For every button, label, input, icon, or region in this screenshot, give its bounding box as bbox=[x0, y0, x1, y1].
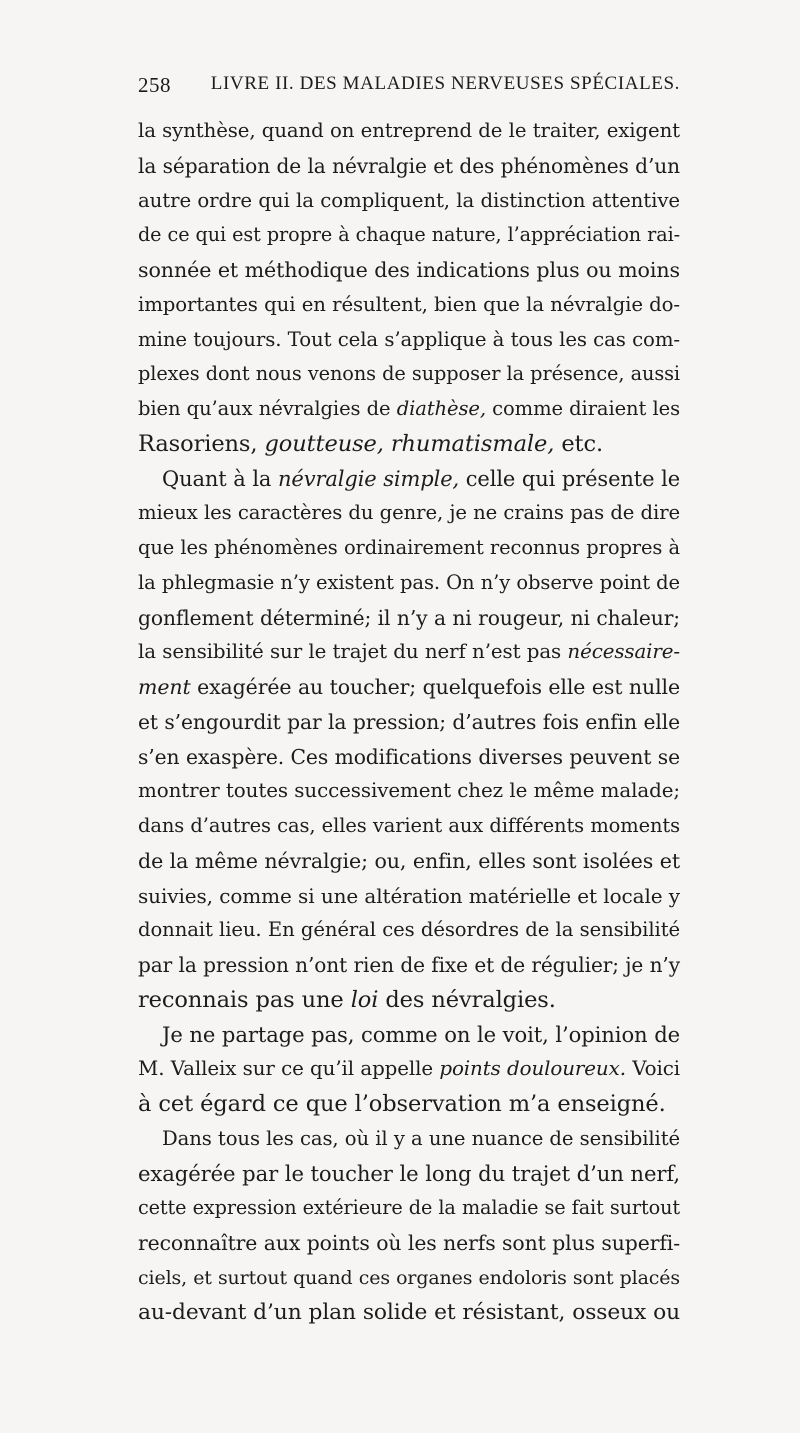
text-segment: bien qu’aux névralgies de bbox=[138, 397, 397, 420]
text-line bbox=[138, 1018, 680, 1053]
text-segment: la séparation de la névralgie et des phénomènes d’un bbox=[138, 153, 680, 178]
text-segment: de la même névralgie; ou, enfin, elles sont isolées et bbox=[138, 848, 680, 873]
text-segment: Quant à la bbox=[162, 466, 278, 491]
text-segment: la synthèse, quand on entreprend de le traiter, exigent bbox=[138, 119, 680, 142]
text-line bbox=[138, 1122, 680, 1157]
text-segment: cette expression extérieure de la maladie se fait surtout bbox=[138, 1196, 680, 1220]
italic-text: nécessaire- bbox=[567, 640, 680, 664]
text-segment: exagérée par le toucher le long du trajet d’un nerf, bbox=[138, 1160, 680, 1186]
text-line bbox=[138, 1052, 680, 1087]
text-segment: suivies, comme si une altération matérielle et locale y bbox=[138, 883, 680, 908]
text-line bbox=[138, 149, 680, 184]
text-segment: et s’engourdit par la pression; d’autres fois enfin elle bbox=[138, 709, 680, 734]
text-segment: la sensibilité sur le trajet du nerf n’est pas bbox=[138, 640, 568, 664]
text-line bbox=[138, 879, 680, 914]
text-line bbox=[138, 913, 680, 948]
text-segment: donnait lieu. En général ces désordres de la sensibilité bbox=[138, 918, 680, 942]
text-segment: celle qui présente le bbox=[459, 466, 680, 491]
text-segment: mieux les caractères du genre, je ne crains pas de dire bbox=[138, 501, 680, 525]
text-segment: Dans tous les cas, où il y a une nuance de sensibilité bbox=[162, 1126, 680, 1150]
text-line bbox=[138, 1191, 680, 1226]
text-line bbox=[138, 809, 680, 844]
text-segment: mine toujours. Tout cela s’applique à tous les cas com- bbox=[138, 327, 680, 351]
text-segment: gonflement déterminé; il n’y a ni rougeur, ni chaleur; bbox=[138, 605, 680, 630]
text-segment: à cet égard ce que l’observation m’a enseigné. bbox=[138, 1091, 666, 1117]
text-segment: montrer toutes successivement chez le même malade; bbox=[138, 779, 680, 803]
text-line bbox=[138, 218, 680, 253]
text-line bbox=[138, 705, 680, 740]
body-text bbox=[138, 114, 680, 1330]
text-line bbox=[138, 462, 680, 497]
text-line bbox=[138, 531, 680, 566]
text-segment: exagérée au toucher; quelquefois elle est nulle bbox=[190, 675, 680, 699]
text-segment: Je ne partage pas, comme on le voit, l’opinion de bbox=[162, 1021, 680, 1047]
text-line bbox=[138, 1261, 680, 1296]
text-segment: au-devant d’un plan solide et résistant, osseux ou bbox=[138, 1299, 680, 1325]
page-number: 258 bbox=[138, 73, 171, 97]
text-segment: sonnée et méthodique des indications plus ou moins bbox=[138, 258, 680, 282]
text-segment: des névralgies. bbox=[378, 986, 556, 1013]
text-segment: Voici bbox=[625, 1057, 680, 1081]
text-line bbox=[138, 635, 680, 670]
italic-text: loi bbox=[350, 986, 379, 1013]
text-segment: ciels, et surtout quand ces organes endoloris sont placés bbox=[138, 1266, 680, 1289]
text-segment: etc. bbox=[554, 430, 604, 457]
text-segment: par la pression n’ont rien de fixe et de régulier; je n’y bbox=[138, 953, 680, 977]
italic-text: ment bbox=[138, 675, 191, 699]
italic-text: névralgie simple, bbox=[277, 466, 460, 491]
text-segment: Rasoriens, bbox=[138, 430, 265, 457]
text-line bbox=[138, 844, 680, 879]
text-segment: s’en exaspère. Ces modifications diverses peuvent se bbox=[138, 744, 680, 769]
text-segment: de ce qui est propre à chaque nature, l’appréciation rai- bbox=[138, 223, 680, 247]
text-line bbox=[138, 427, 680, 462]
text-segment: comme diraient les bbox=[485, 397, 680, 420]
text-segment: reconnais pas une bbox=[138, 986, 351, 1013]
italic-text: diathèse, bbox=[396, 397, 486, 420]
text-segment: dans d’autres cas, elles varient aux différents moments bbox=[138, 814, 680, 837]
text-segment: la phlegmasie n’y existent pas. On n’y observe point de bbox=[138, 570, 680, 594]
text-segment: que les phénomènes ordinairement reconnus propres à bbox=[138, 536, 680, 559]
text-line bbox=[138, 253, 680, 288]
text-line bbox=[138, 740, 680, 775]
text-line bbox=[138, 392, 680, 427]
running-header bbox=[138, 73, 680, 103]
text-line bbox=[138, 357, 680, 392]
italic-text: goutteuse, rhumatismale, bbox=[264, 430, 555, 457]
text-line bbox=[138, 1087, 680, 1122]
text-segment: reconnaître aux points où les nerfs sont plus superfi- bbox=[138, 1231, 680, 1255]
text-line bbox=[138, 774, 680, 809]
text-line bbox=[138, 496, 680, 531]
text-line bbox=[138, 288, 680, 323]
text-line bbox=[138, 114, 680, 149]
text-line bbox=[138, 601, 680, 636]
text-line bbox=[138, 670, 680, 705]
text-segment: importantes qui en résultent, bien que la névralgie do- bbox=[138, 292, 680, 316]
text-line bbox=[138, 948, 680, 983]
italic-text: points douloureux. bbox=[439, 1057, 626, 1081]
running-title: LIVRE II. DES MALADIES NERVEUSES SPÉCIALES. bbox=[210, 73, 680, 94]
text-line bbox=[138, 1226, 680, 1261]
text-line bbox=[138, 983, 680, 1018]
text-line bbox=[138, 566, 680, 601]
text-segment: M. Valleix sur ce qu’il appelle bbox=[138, 1057, 440, 1081]
text-line bbox=[138, 1157, 680, 1192]
text-segment: autre ordre qui la compliquent, la distinction attentive bbox=[138, 188, 680, 212]
text-line bbox=[138, 1296, 680, 1331]
text-line bbox=[138, 184, 680, 219]
text-segment: plexes dont nous venons de supposer la présence, aussi bbox=[138, 362, 680, 386]
text-line bbox=[138, 323, 680, 358]
